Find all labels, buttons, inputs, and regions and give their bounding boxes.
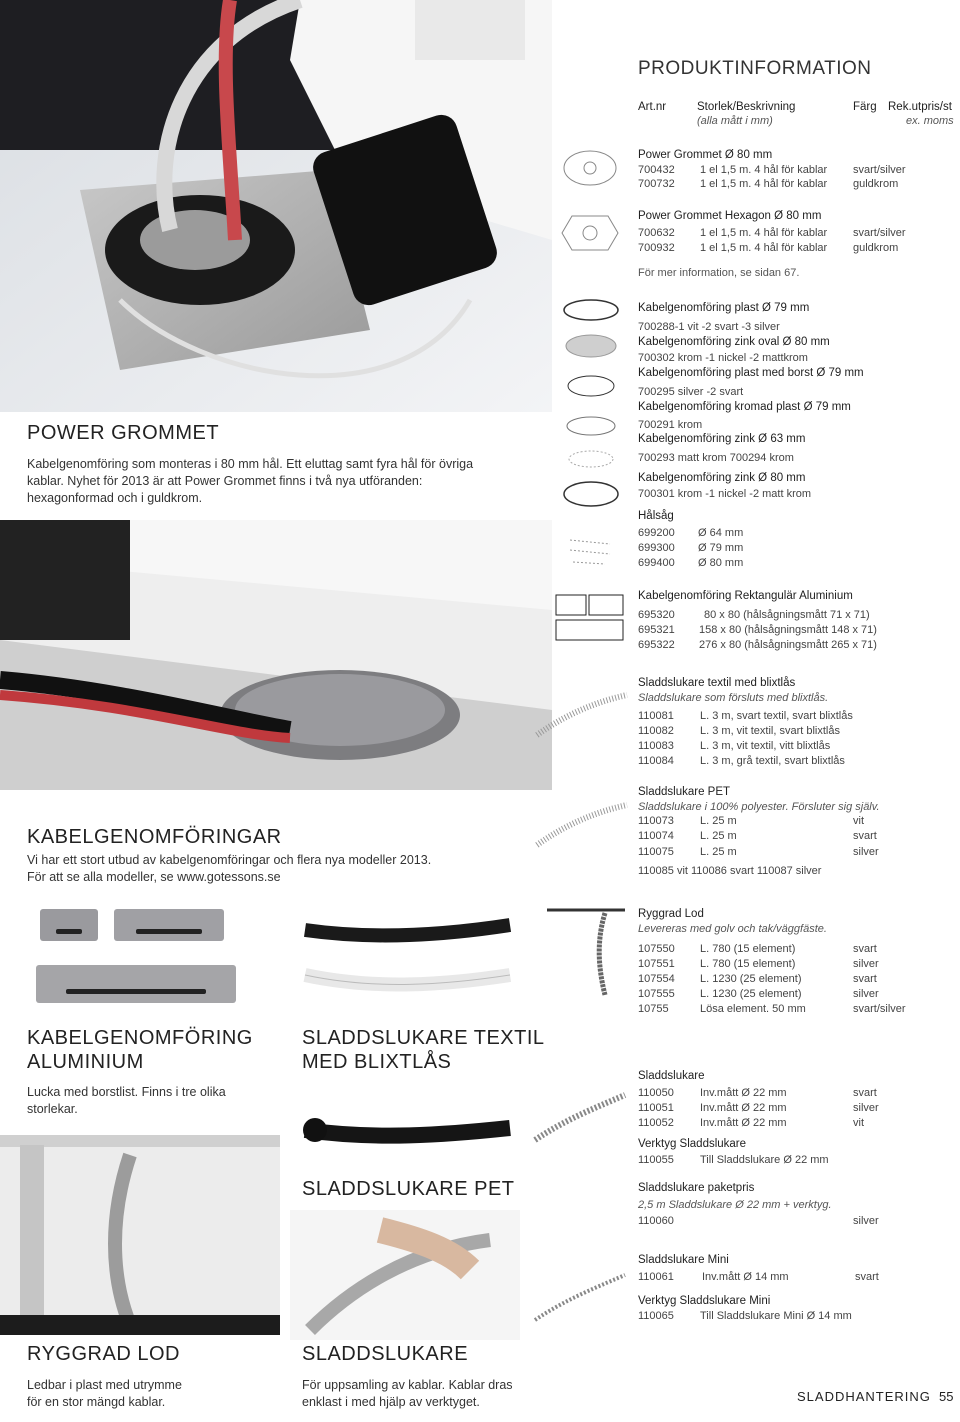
rektangular-icon (555, 593, 625, 643)
col-size: Storlek/Beskrivning (697, 101, 796, 113)
textil-cable-icon (535, 690, 630, 740)
table-row: 107554 L. 1230 (25 element) svart (638, 973, 877, 985)
aluminium-grommet-photo (36, 905, 241, 1005)
kabel-line-title: Kabelgenomföring plast Ø 79 mm (638, 302, 810, 314)
table-row: 107555 L. 1230 (25 element) silver (638, 988, 879, 1000)
kabelgenomforing-icons (560, 296, 622, 526)
footer-section: SLADDHANTERING (797, 1389, 931, 1404)
halsag-icon (565, 530, 615, 570)
power-grommet-title: POWER GROMMET (27, 422, 220, 444)
table-row: 110060 silver (638, 1215, 879, 1227)
pet-title: Sladdslukare PET (638, 786, 731, 798)
page-number: 55 (939, 1389, 954, 1404)
power-grommet-text: Kabelgenomföring som monteras i 80 mm hål. Ett eluttag samt fyra hål för övriga kablar. Nyhet för 2013 är att Power Grommet finns i två nya utföranden: hexagonformad och i guldkrom. (27, 457, 474, 505)
table-row: 107551 L. 780 (15 element) silver (638, 958, 879, 970)
table-row: 10755 Lösa element. 50 mm svart/silver (638, 1003, 906, 1015)
sladdslukare-icon (530, 1075, 630, 1150)
sladd-tool-title: Verktyg Sladdslukare (638, 1138, 747, 1150)
mini-tool-title: Verktyg Sladdslukare Mini (638, 1295, 771, 1307)
ryggrad-sub: Levereras med golv och tak/väggfäste. (638, 923, 827, 935)
table-row: 110055 Till Sladdslukare Ø 22 mm (638, 1154, 829, 1166)
kabel-line-row: 700301 krom -1 nickel -2 matt krom (638, 488, 812, 500)
col-size-note: (alla mått i mm) (697, 115, 773, 127)
textil-sub: Sladdslukare som försluts med blixtlås. (638, 692, 829, 704)
table-row: 110082 L. 3 m, vit textil, svart blixtlås (638, 725, 840, 737)
table-row: 695321 158 x 80 (hålsågningsmått 148 x 71) (638, 624, 877, 636)
table-row: 110084 L. 3 m, grå textil, svart blixtlås (638, 755, 845, 767)
table-row: 700432 1 el 1,5 m. 4 hål för kablar svart/silver (638, 164, 906, 176)
kabel-line-row: 700291 krom (638, 419, 703, 431)
table-row: 700732 1 el 1,5 m. 4 hål för kablar guldkrom (638, 178, 899, 190)
kabel-line-row: 700295 silver -2 svart (638, 386, 744, 398)
power-grommet-photo (0, 0, 552, 412)
grommet-hexagon-icon (560, 210, 620, 256)
col-price-note: ex. moms (906, 115, 954, 127)
kabel-line-title: Kabelgenomföring zink oval Ø 80 mm (638, 336, 830, 348)
aluminium-title-1: KABELGENOMFÖRING (27, 1027, 253, 1049)
table-row: 110065 Till Sladdslukare Mini Ø 14 mm (638, 1310, 852, 1322)
kabel-line-row: 700293 matt krom 700294 krom (638, 452, 794, 464)
ryggrad-title-left: RYGGRAD LOD (27, 1343, 180, 1365)
kabelgenomforing-photo (0, 520, 552, 790)
table-row: 110052 Inv.mått Ø 22 mm vit (638, 1117, 864, 1129)
pet-cable-icon (535, 800, 630, 850)
table-row: 110081 L. 3 m, svart textil, svart blixtlås (638, 710, 853, 722)
kabel-line-title: Kabelgenomföring plast med borst Ø 79 mm (638, 367, 864, 379)
paket-title: Sladdslukare paketpris (638, 1182, 755, 1194)
table-row: 110083 L. 3 m, vit textil, vitt blixtlås (638, 740, 831, 752)
table-row: 695320 80 x 80 (hålsågningsmått 71 x 71) (638, 609, 870, 621)
kabel-line-row: 700288-1 vit -2 svart -3 silver (638, 321, 780, 333)
kabel-line-row: 700302 krom -1 nickel -2 mattkrom (638, 352, 808, 364)
ryggrad-text2: för en stor mängd kablar. (27, 1395, 166, 1409)
textil-title-2: MED BLIXTLÅS (302, 1051, 452, 1073)
table-row: 700632 1 el 1,5 m. 4 hål för kablar svart/silver (638, 227, 906, 239)
ryggrad-photo (0, 1135, 280, 1335)
table-row: 110074 L. 25 m svart (638, 830, 877, 842)
pg1-title: Power Grommet Ø 80 mm (638, 149, 773, 161)
textil-title-1: SLADDSLUKARE TEXTIL (302, 1027, 545, 1049)
rekt-title: Kabelgenomföring Rektangulär Aluminium (638, 590, 853, 602)
ryggrad-icon (545, 905, 635, 1000)
textil-title: Sladdslukare textil med blixtlås (638, 677, 796, 689)
kabelgenomforingar-text2: För att se alla modeller, se www.gotessons.se (27, 870, 281, 884)
sladdslukare-text1: För uppsamling av kablar. Kablar dras (302, 1378, 513, 1392)
kabelgenomforingar-title: KABELGENOMFÖRINGAR (27, 826, 282, 848)
pet-extra: 110085 vit 110086 svart 110087 silver (638, 865, 822, 877)
textil-cable-photo (295, 905, 515, 1015)
kabel-line-title: Kabelgenomföring kromad plast Ø 79 mm (638, 401, 851, 413)
ryggrad-title: Ryggrad Lod (638, 908, 704, 920)
pg2-title: Power Grommet Hexagon Ø 80 mm (638, 210, 822, 222)
halsag-title: Hålsåg (638, 510, 674, 522)
pet-title-left: SLADDSLUKARE PET (302, 1178, 515, 1200)
table-row: 107550 L. 780 (15 element) svart (638, 943, 877, 955)
col-artnr: Art.nr (638, 101, 667, 113)
sladdslukare-title-left: SLADDSLUKARE (302, 1343, 469, 1365)
sladdslukare-photo (290, 1210, 520, 1340)
table-row: 110050 Inv.mått Ø 22 mm svart (638, 1087, 877, 1099)
table-row: 110075 L. 25 m silver (638, 846, 879, 858)
sladdslukare-mini-icon (530, 1255, 630, 1330)
ryggrad-text1: Ledbar i plast med utrymme (27, 1378, 182, 1392)
table-row: 695322 276 x 80 (hålsågningsmått 265 x 71) (638, 639, 877, 651)
grommet-round-icon (560, 148, 620, 188)
aluminium-title-2: ALUMINIUM (27, 1051, 144, 1073)
pet-cable-photo (295, 1100, 515, 1175)
sladd-title: Sladdslukare (638, 1070, 705, 1082)
table-row: 110073 L. 25 m vit (638, 815, 864, 827)
paket-sub: 2,5 m Sladdslukare Ø 22 mm + verktyg. (638, 1199, 832, 1211)
table-row: 110061 Inv.mått Ø 14 mm svart (638, 1271, 879, 1283)
table-row: 699200 Ø 64 mm (638, 527, 744, 539)
table-row: 699300 Ø 79 mm (638, 542, 744, 554)
kabel-line-title: Kabelgenomföring zink Ø 80 mm (638, 472, 806, 484)
table-row: 699400 Ø 80 mm (638, 557, 744, 569)
col-color: Färg (853, 101, 877, 113)
page-heading: PRODUKTINFORMATION (638, 58, 872, 79)
table-row: 110051 Inv.mått Ø 22 mm silver (638, 1102, 879, 1114)
kabel-line-title: Kabelgenomföring zink Ø 63 mm (638, 433, 806, 445)
kabelgenomforingar-text1: Vi har ett stort utbud av kabelgenomföringar och flera nya modeller 2013. (27, 853, 432, 867)
sladdslukare-text2: enklast i med hjälp av verktyget. (302, 1395, 480, 1409)
aluminium-text: Lucka med borstlist. Finns i tre olika storlekar. (27, 1085, 226, 1116)
pet-sub: Sladdslukare i 100% polyester. Försluter sig själv. (638, 801, 880, 813)
col-price: Rek.utpris/st (888, 101, 952, 113)
mini-title: Sladdslukare Mini (638, 1254, 729, 1266)
table-row: 700932 1 el 1,5 m. 4 hål för kablar guldkrom (638, 242, 899, 254)
pg2-note: För mer information, se sidan 67. (638, 267, 800, 279)
